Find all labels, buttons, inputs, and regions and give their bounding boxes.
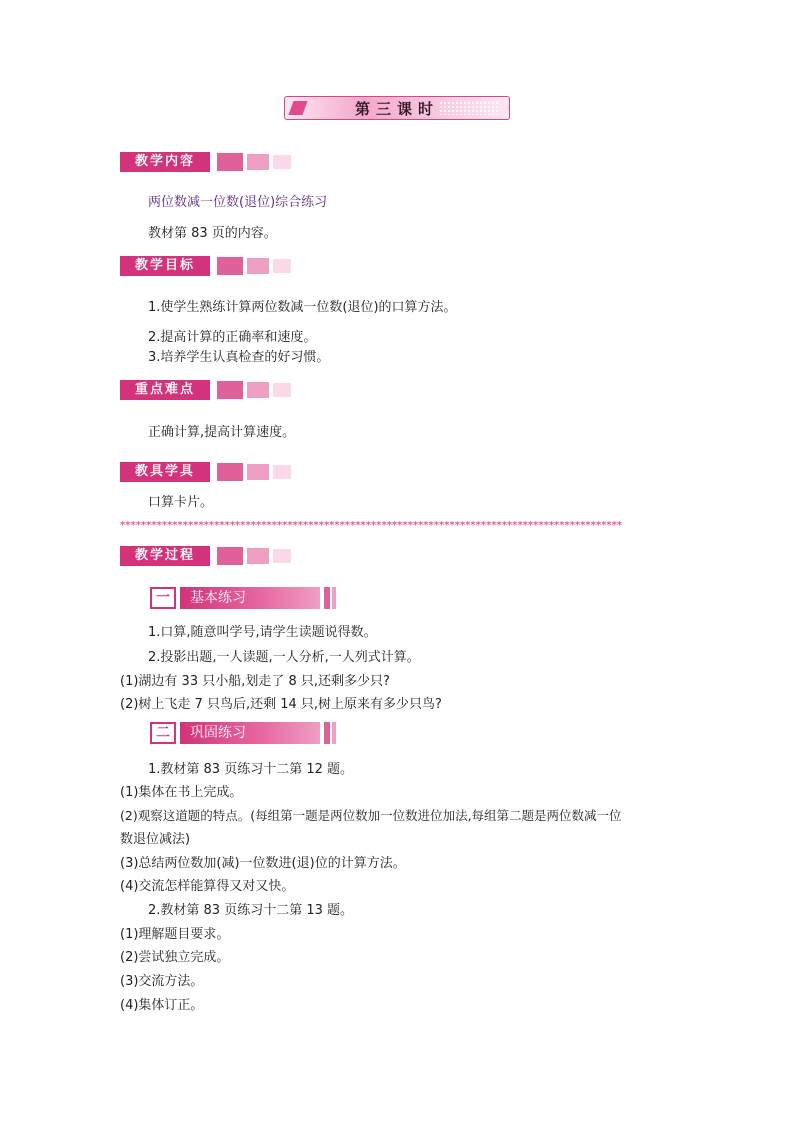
sub-header-stripe — [324, 722, 330, 744]
header-block-decoration — [217, 257, 243, 275]
process-line: (4)交流怎样能算得又对又快。 — [120, 879, 295, 894]
sub-header-title: 基本练习 — [180, 587, 320, 609]
header-block-decoration — [247, 382, 269, 398]
header-block-decoration — [273, 549, 291, 563]
process-line: (3)交流方法。 — [120, 974, 204, 989]
star-divider: ************************************************************************************************ — [120, 520, 623, 531]
header-block-decoration — [217, 463, 243, 481]
key-point-line: 正确计算,提高计算速度。 — [148, 425, 296, 440]
content-line: 两位数减一位数(退位)综合练习 — [148, 195, 328, 210]
header-block-decoration — [217, 153, 243, 171]
header-block-decoration — [247, 548, 269, 564]
header-block-decoration — [247, 258, 269, 274]
process-line: 2.教材第 83 页练习十二第 13 题。 — [148, 903, 354, 918]
process-line: (1)湖边有 33 只小船,划走了 8 只,还剩多少只? — [120, 674, 390, 689]
sub-header-number: 二 — [150, 722, 176, 744]
process-line: 1.教材第 83 页练习十二第 12 题。 — [148, 762, 354, 777]
goal-line: 1.使学生熟练计算两位数减一位数(退位)的口算方法。 — [148, 300, 457, 315]
section-label: 教学过程 — [120, 546, 210, 566]
section-label: 重点难点 — [120, 380, 210, 400]
header-block-decoration — [273, 259, 291, 273]
page-title: 第三课时 — [354, 100, 439, 118]
goal-line: 3.培养学生认真检查的好习惯。 — [148, 350, 330, 365]
process-line: (4)集体订正。 — [120, 998, 204, 1013]
process-line: (3)总结两位数加(减)一位数进(退)位的计算方法。 — [120, 856, 406, 871]
process-line: 1.口算,随意叫学号,请学生读题说得数。 — [148, 625, 377, 640]
title-banner — [284, 96, 510, 120]
sub-header-number: 一 — [150, 587, 176, 609]
process-line: (2)观察这道题的特点。(每组第一题是两位数加一位数进位加法,每组第二题是两位数减一位 — [120, 808, 622, 823]
sub-header-stripe — [332, 722, 336, 744]
header-block-decoration — [217, 547, 243, 565]
content-line: 教材第 83 页的内容。 — [148, 226, 277, 241]
process-line: 2.投影出题,一人读题,一人分析,一人列式计算。 — [148, 650, 420, 665]
header-block-decoration — [273, 383, 291, 397]
process-line: (2)树上飞走 7 只鸟后,还剩 14 只,树上原来有多少只鸟? — [120, 697, 442, 712]
process-line: 数退位减法) — [120, 832, 191, 847]
section-label: 教具学具 — [120, 462, 210, 482]
header-block-decoration — [217, 381, 243, 399]
section-label: 教学内容 — [120, 152, 210, 172]
section-label: 教学目标 — [120, 256, 210, 276]
sub-header-stripe — [324, 587, 330, 609]
header-block-decoration — [247, 464, 269, 480]
sub-header-stripe — [332, 587, 336, 609]
process-line: (2)尝试独立完成。 — [120, 950, 230, 965]
sub-header-title: 巩固练习 — [180, 722, 320, 744]
tools-line: 口算卡片。 — [148, 495, 214, 510]
header-block-decoration — [247, 154, 269, 170]
header-block-decoration — [273, 465, 291, 479]
process-line: (1)集体在书上完成。 — [120, 785, 243, 800]
header-block-decoration — [273, 155, 291, 169]
process-line: (1)理解题目要求。 — [120, 927, 230, 942]
goal-line: 2.提高计算的正确率和速度。 — [148, 330, 317, 345]
